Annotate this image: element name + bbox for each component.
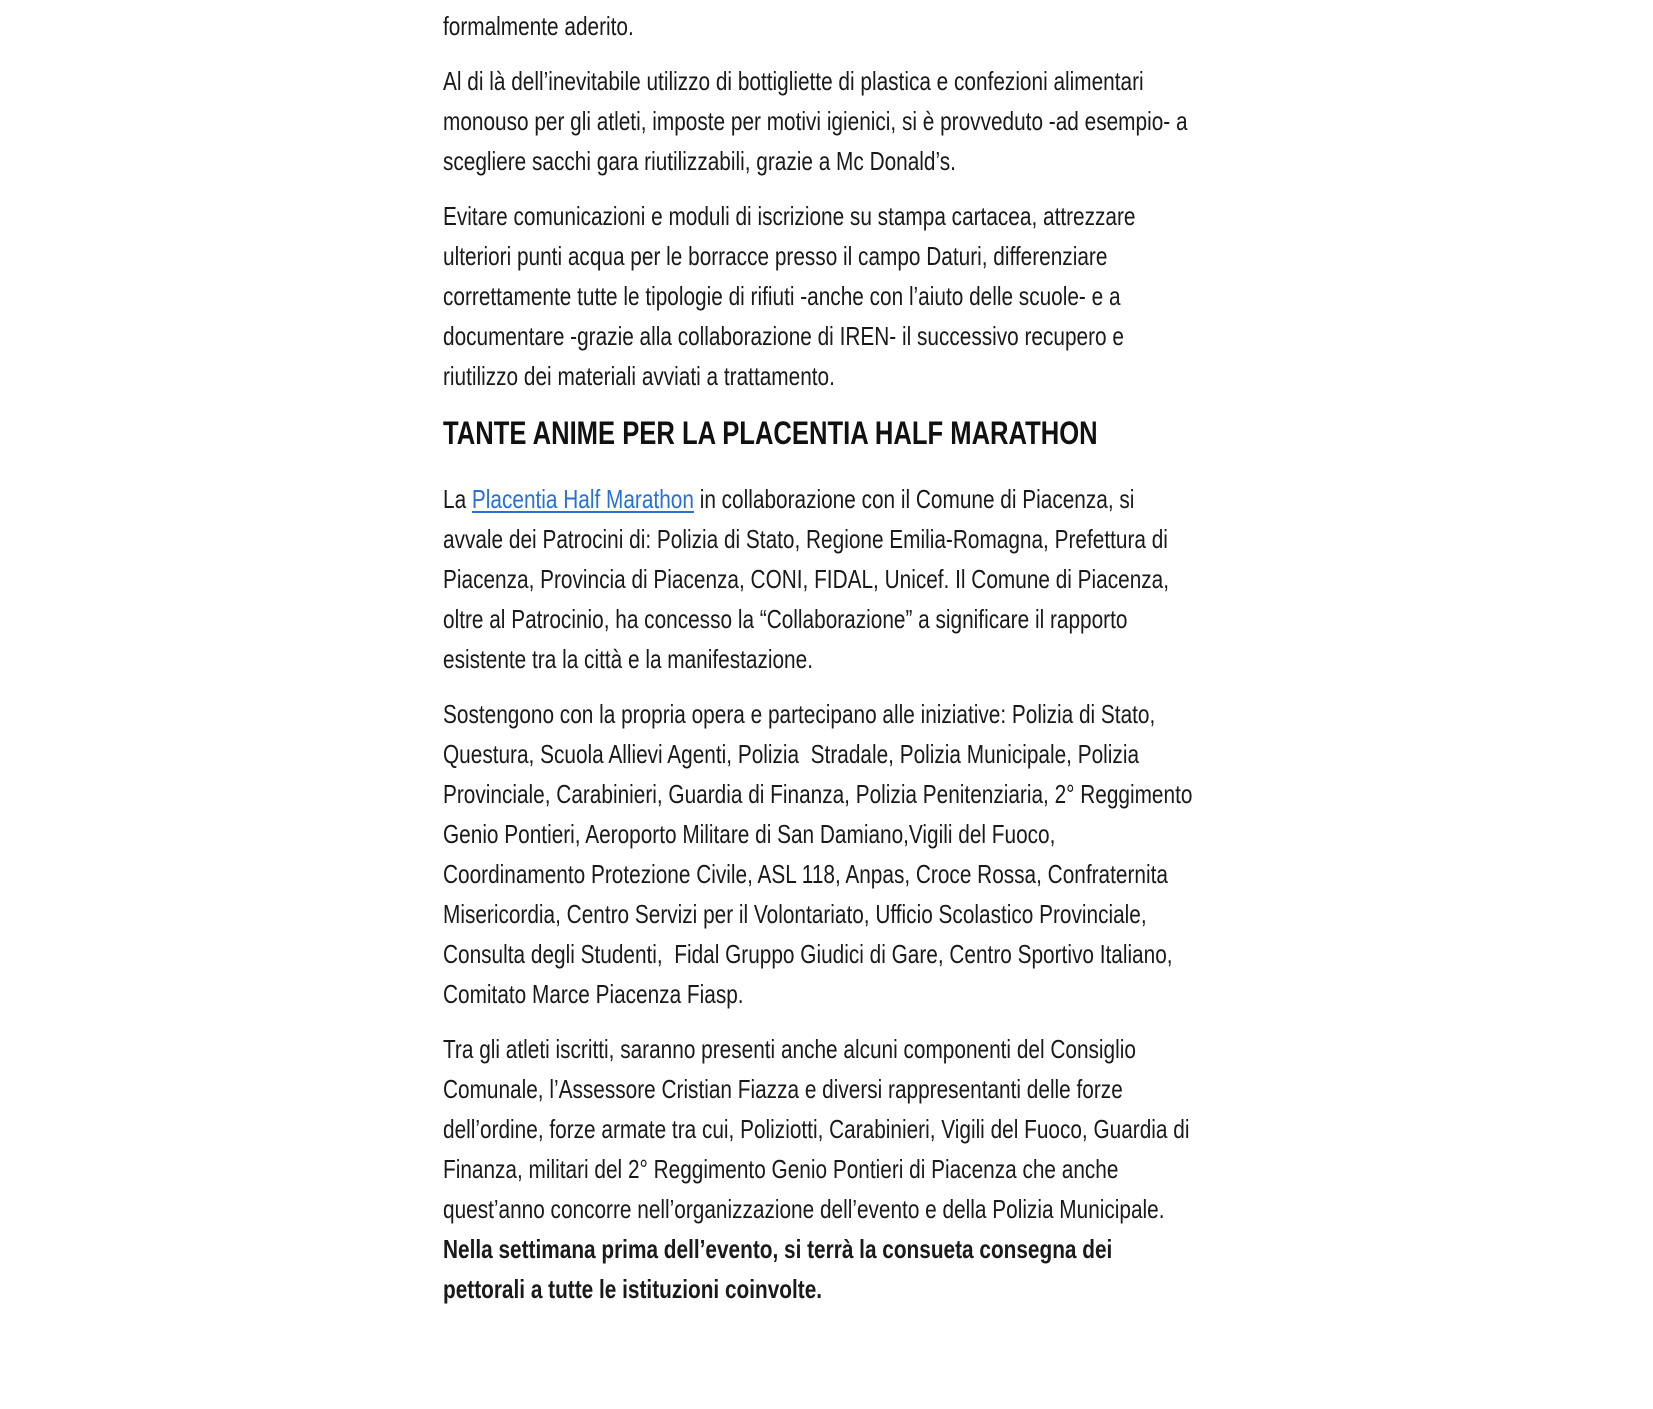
paragraph bbox=[443, 479, 1195, 679]
paragraph bbox=[443, 694, 1204, 1014]
paragraph bbox=[443, 1029, 1195, 1309]
paragraph bbox=[443, 6, 1195, 46]
text-run: Al di là dell’inevitabile utilizzo di bottigliette di plastica e confezioni alimentari monouso per gli atleti, imposte per motivi igienici, si è provveduto -ad esempio- a scegliere sacchi gara riutilizzabili, grazie a Mc Donald’s. bbox=[443, 66, 1194, 176]
text-run: TANTE ANIME PER LA PLACENTIA HALF MARATHON bbox=[443, 415, 1098, 451]
text-run: Tra gli atleti iscritti, saranno presenti anche alcuni componenti del Consiglio Comunale, l’Assessore Cristian Fiazza e diversi rappresentanti delle forze dell’ordine, forze armate tra cui, Poliziotti, Carabinieri, Vigili del Fuoco, Guardia di Finanza, militari del 2° Reggimento Genio Pontieri di Piacenza che anche quest’anno concorre nell’organizzazione dell’evento e della Polizia Municipale. bbox=[443, 1034, 1196, 1224]
text-run: La bbox=[443, 484, 472, 514]
placentia-half-marathon-link[interactable]: Placentia Half Marathon bbox=[471, 484, 694, 514]
paragraph bbox=[443, 61, 1195, 181]
text-run: formalmente aderito. bbox=[443, 11, 634, 41]
paragraph bbox=[443, 196, 1195, 396]
text-run: in collaborazione con il Comune di Piacenza, si avvale dei Patrocini di: Polizia di Stato, Regione Emilia-Romagna, Prefettura di Piacenza, Provincia di Piacenza, CONI, FIDAL, Unicef. Il Comune di Piacenza, oltre al Patrocinio, ha concesso la “Collaborazione” a significare il rapporto esistente tra la città e la manifestazione. bbox=[443, 484, 1175, 674]
text-run: Evitare comunicazioni e moduli di iscrizione su stampa cartacea, attrezzare ulteriori punti acqua per le borracce presso il campo Daturi, differenziare correttamente tutte le tipologie di rifiuti -anche con l’aiuto delle scuole- e a documentare -grazie alla collaborazione di IREN- il successivo recupero e riutilizzo dei materiali avviati a trattamento. bbox=[443, 201, 1142, 391]
bold-text-run: Nella settimana prima dell’evento, si terrà la consueta consegna dei pettorali a tutte le istituzioni coinvolte. bbox=[443, 1234, 1119, 1304]
section-heading bbox=[443, 411, 1195, 455]
article-body bbox=[443, 6, 1204, 1324]
text-run: Sostengono con la propria opera e partecipano alle iniziative: Polizia di Stato, Questura, Scuola Allievi Agenti, Polizia Stradale, Polizia Municipale, Polizia Provinciale, Carabinieri, Guardia di Finanza, Polizia Penitenziaria, 2° Reggimento Genio Pontieri, Aeroporto Militare di San Damiano,Vigili del Fuoco, Coordinamento Protezione Civile, ASL 118, Anpas, Croce Rossa, Confraternita Misericordia, Centro Servizi per il Volontariato, Ufficio Scolastico Provinciale, Consulta degli Studenti, Fidal Gruppo Giudici di Gare, Centro Sportivo Italiano, Comitato Marce Piacenza Fiasp. bbox=[443, 699, 1204, 1009]
